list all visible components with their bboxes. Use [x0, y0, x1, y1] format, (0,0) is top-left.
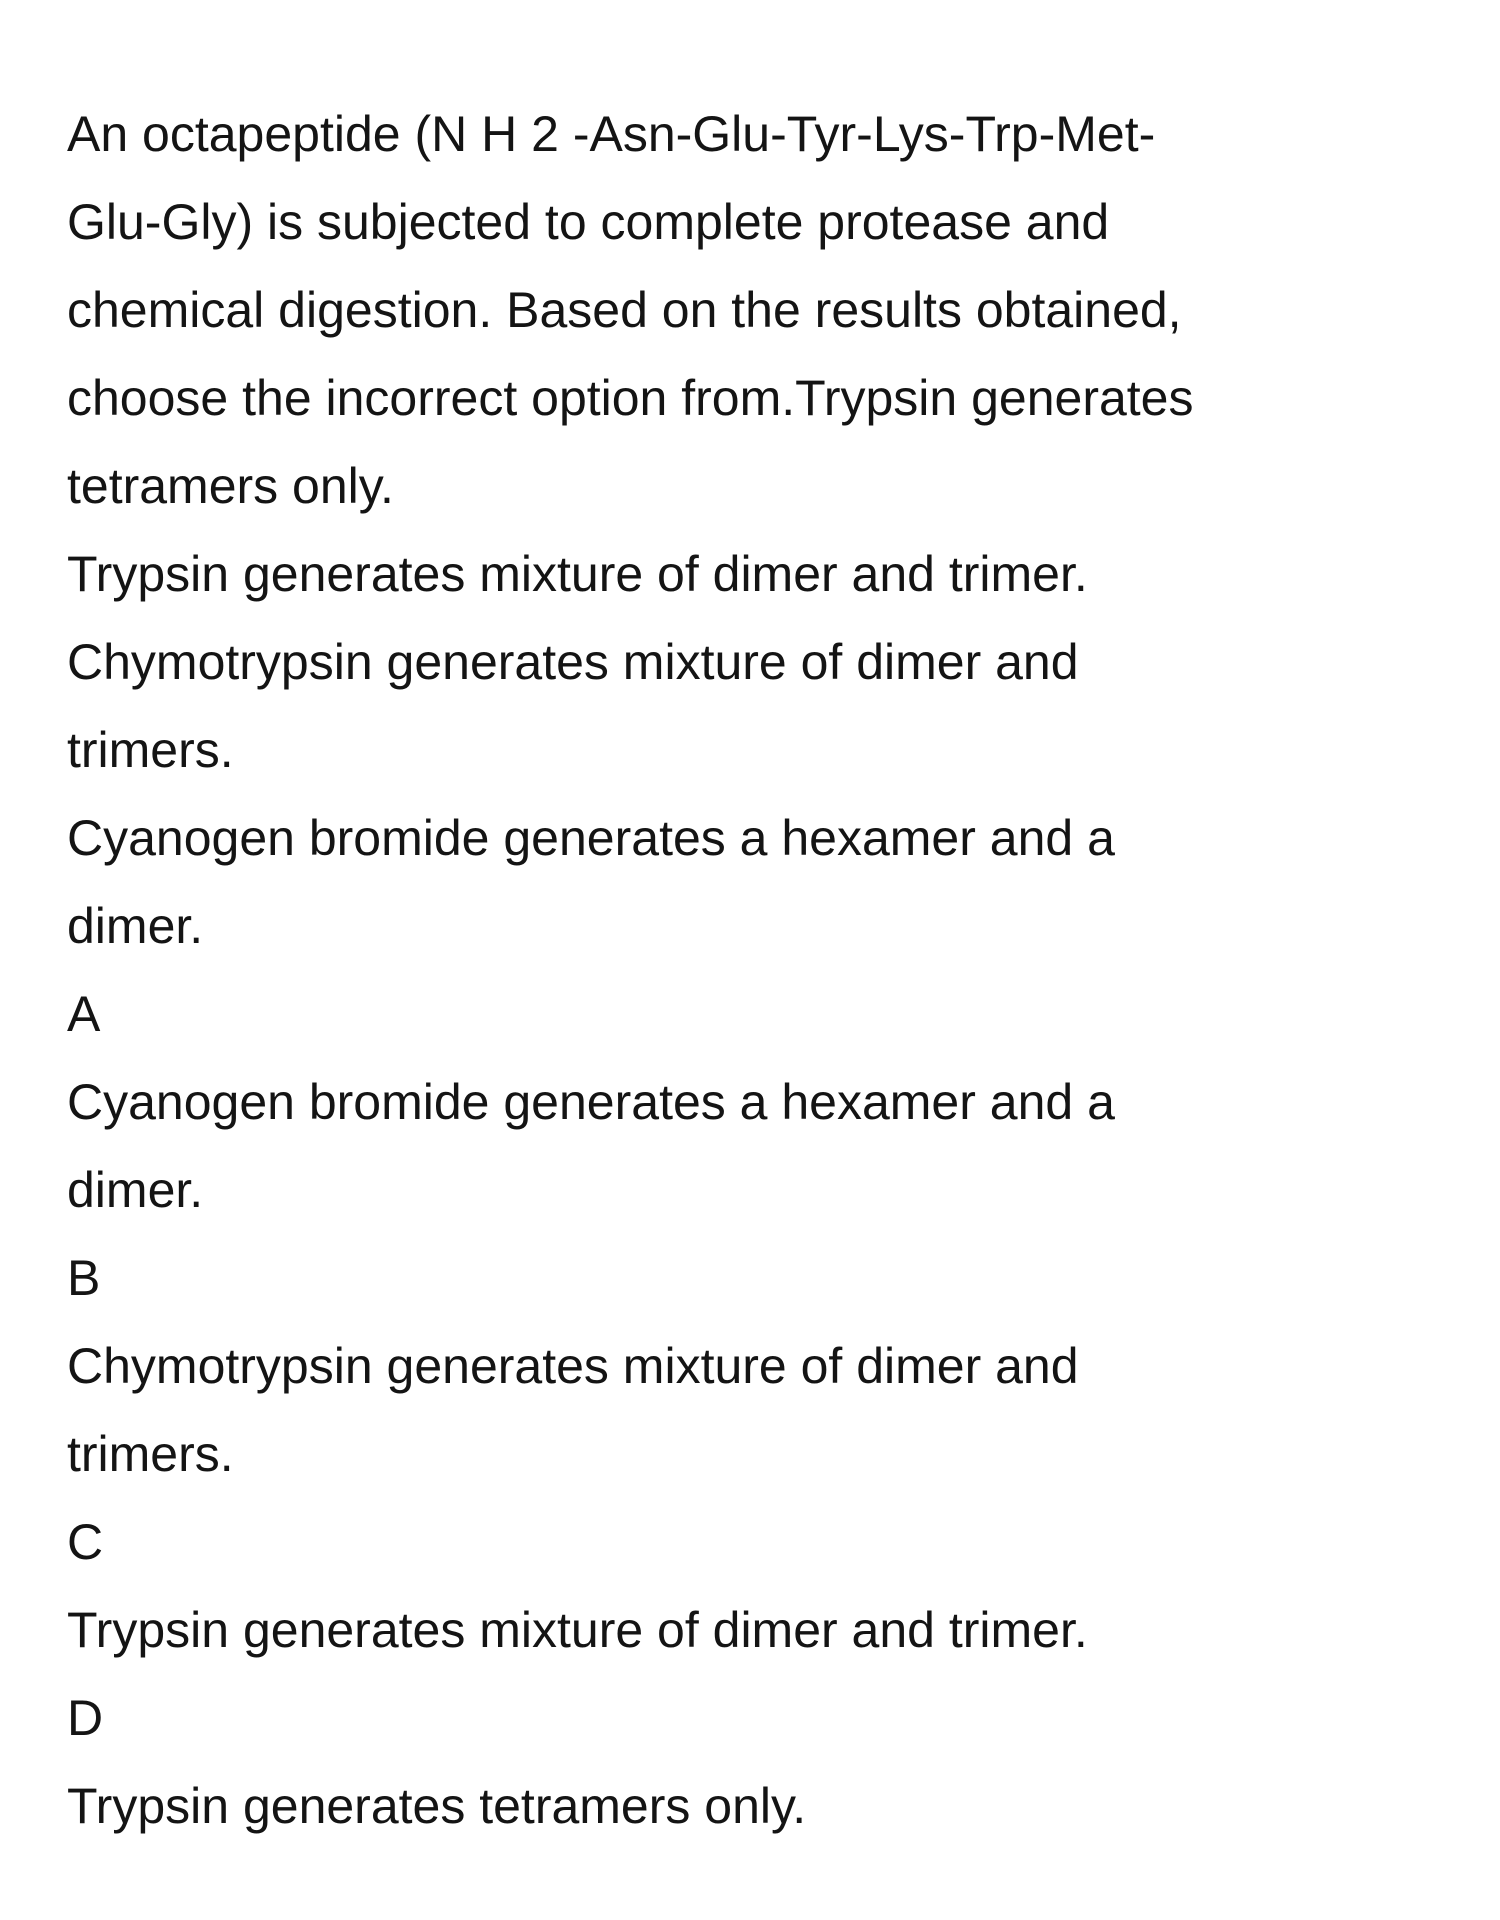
question-line: trimers.: [67, 722, 234, 778]
option-text: Cyanogen bromide generates a hexamer and a: [67, 1074, 1115, 1130]
question-line: Trypsin generates mixture of dimer and trimer.: [67, 546, 1088, 602]
option-b[interactable]: [67, 1234, 1447, 1498]
option-letter: D: [67, 1690, 104, 1746]
option-text: Chymotrypsin generates mixture of dimer and: [67, 1338, 1079, 1394]
option-letter: A: [67, 986, 101, 1042]
option-a[interactable]: [67, 970, 1447, 1234]
option-letter: B: [67, 1250, 101, 1306]
question-line: Glu-Gly) is subjected to complete protease and: [67, 194, 1110, 250]
option-c[interactable]: [67, 1498, 1447, 1674]
option-text: dimer.: [67, 1162, 204, 1218]
question-line: dimer.: [67, 898, 204, 954]
option-letter: C: [67, 1514, 104, 1570]
option-text: Trypsin generates mixture of dimer and trimer.: [67, 1602, 1088, 1658]
question-line: Chymotrypsin generates mixture of dimer and: [67, 634, 1079, 690]
question-line: An octapeptide (N H 2 -Asn-Glu-Tyr-Lys-Trp-Met-: [67, 106, 1156, 162]
option-text: trimers.: [67, 1426, 234, 1482]
question-line: Cyanogen bromide generates a hexamer and a: [67, 810, 1115, 866]
option-d[interactable]: [67, 1674, 1447, 1850]
question-line: choose the incorrect option from.Trypsin generates: [67, 370, 1194, 426]
question-line: chemical digestion. Based on the results obtained,: [67, 282, 1182, 338]
option-text: Trypsin generates tetramers only.: [67, 1778, 807, 1834]
question-line: tetramers only.: [67, 458, 394, 514]
question-text: [67, 90, 1447, 970]
document-body: [67, 90, 1447, 1850]
